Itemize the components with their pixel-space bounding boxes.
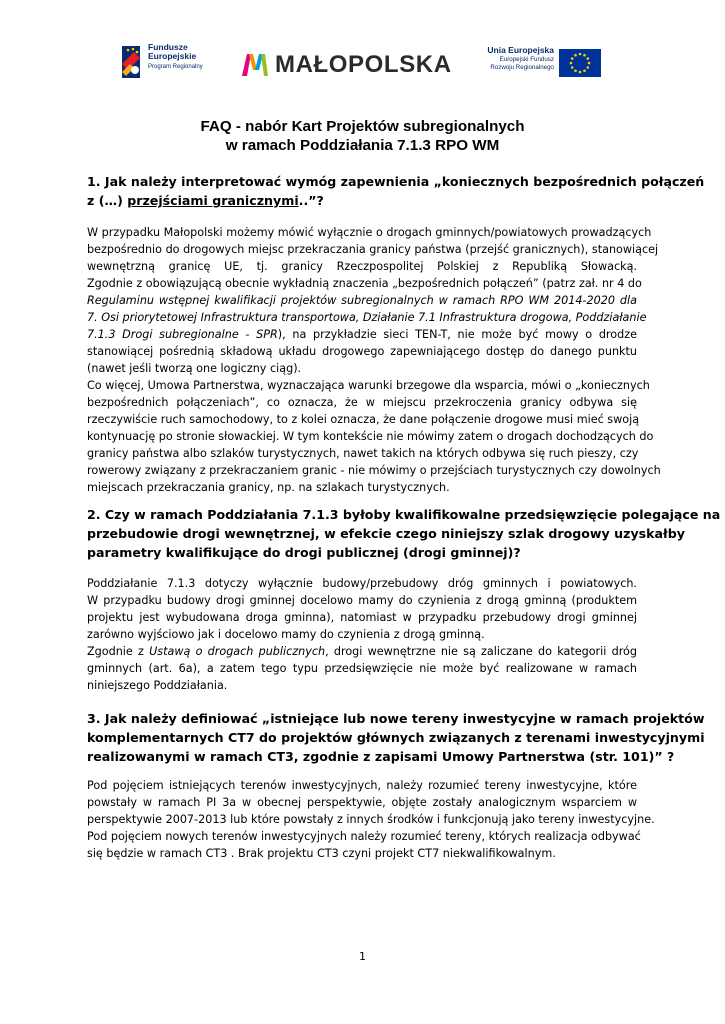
a3-line: powstały w ramach PI 3a w obecnej perspektywie, objęte zostały analogicznym wsparciem w [87,796,637,809]
q1-line1: 1. Jak należy interpretować wymóg zapewnienia „koniecznych bezpośrednich połączeń [87,174,705,189]
a3-line: Pod pojęciem istniejących terenów inwestycyjnych, należy rozumieć tereny inwestycyjne, które [87,779,637,792]
q1-line2-c: ..”? [298,193,324,208]
malopolska-icon [241,50,269,78]
a1-line: bezpośrednich połączeniach”, co oznacza, że w miejscu przekroczenia granicy odbywa się [87,396,637,409]
a3-line: Pod pojęciem nowych terenów inwestycyjnych należy rozumieć tereny, których realizacja odbywać [87,830,641,843]
q1-line2-a: z (…) [87,193,128,208]
a1-line: kontynuację po stronie słowackiej. W tym kontekście nie mówimy zatem o drogach dochodzących do [87,430,654,443]
malopolska-logo [241,50,451,80]
q1-line2 [87,191,637,210]
a2-line: W przypadku budowy drogi gminnej docelowo mamy do czynienia z drogą gminną (produktem [87,594,637,607]
fe-line3: Program Regionalny [148,64,203,70]
fe-line1: Fundusze [148,42,188,52]
a1-line7-rest: ), na przykładzie sieci TEN-T, nie może być mowy o drodze [277,328,637,341]
a1-line7 [87,326,637,343]
eu-line3: Rozwoju Regionalnego [490,64,554,71]
a1-italic-line: 7. Osi priorytetowej Infrastruktura transportowa, Działanie 7.1 Infrastruktura drogowa, Poddziałanie [87,311,647,324]
a3-line: się będzie w ramach CT3 . Brak projektu CT3 czyni projekt CT7 niekwalifikowalnym. [87,847,556,860]
q2-line: przebudowie drogi wewnętrznej, w efekcie czego niniejszy szlak drogowy uzyskałby [87,526,685,541]
a3-line: perspektywie 2007-2013 lub które powstały z innych środków i funkcjonują jako tereny inwestycyjne. [87,813,655,826]
a1-line7-italic: 7.1.3 Drogi subregionalne - SPR [87,328,278,341]
a1-line: rowerowy związany z przekraczaniem granic - nie mówimy o przejściach turystycznych czy dowolnych [87,464,661,477]
fundusze-europejskie-icon [120,42,144,82]
a2-line5-italic: Ustawą o drogach publicznych [149,645,326,658]
eu-line1: Unia Europejska [487,45,554,55]
a1-line: (nawet jeśli tworzą one logiczny ciąg). [87,362,302,375]
a1-line: wewnętrzną granicę UE, tj. granicy Rzeczpospolitej Polskiej z Republiką Słowacką. [87,260,637,273]
document-title [0,117,725,155]
a2-line: niniejszego Poddziałania. [87,679,228,692]
title-line2: w ramach Poddziałania 7.1.3 RPO WM [225,137,500,154]
page-number: 1 [359,950,366,963]
question-3 [87,709,705,766]
a2-line5-rest: , drogi wewnętrzne nie są zaliczane do kategorii dróg [325,645,637,658]
a1-line: Zgodnie z obowiązującą obecnie wykładnią znaczenia „bezpośrednich połączeń” (patrz zał. nr 4 do [87,277,642,290]
unia-europejska-logo [478,46,603,86]
a2-line5 [87,643,637,660]
a2-line: projektu jest wybudowana droga gminna), natomiast w przypadku przebudowy drogi gminnej [87,611,637,624]
a2-line: gminnych (art. 6a), a zatem tego typu przedsięwzięcie nie może być realizowane w ramach [87,662,637,675]
question-1 [87,172,705,210]
a2-line: Poddziałanie 7.1.3 dotyczy wyłącznie budowy/przebudowy dróg gminnych i powiatowych. [87,577,637,590]
eu-flag-icon [559,49,601,77]
q1-underlined-text: przejściami granicznymi [127,193,299,208]
a1-line: W przypadku Małopolski możemy mówić wyłącznie o drogach gminnych/powiatowych prowadzących [87,226,652,239]
answer-3 [87,777,655,862]
eu-line2: Europejski Fundusz [499,56,554,63]
q3-line: realizowanymi w ramach CT3, zgodnie z zapisami Umowy Partnerstwa (str. 101)” ? [87,749,675,764]
a2-line5-a: Zgodnie z [87,645,150,658]
answer-2 [87,575,637,694]
a1-line: rzeczywiście ruch samochodowy, to z kolei oznacza, że dane połączenie drogowe musi mieć swoją [87,413,640,426]
q3-line: 3. Jak należy definiować „istniejące lub nowe tereny inwestycyjne w ramach projektów [87,711,705,726]
q2-line: 2. Czy w ramach Poddziałania 7.1.3 byłoby kwalifikowalne przedsięwzięcie polegające na [87,507,721,522]
q2-line: parametry kwalifikujące do drogi publicznej (drogi gminnej)? [87,545,521,560]
title-line1: FAQ - nabór Kart Projektów subregionalnych [200,118,525,135]
a1-line: miejscach przekraczania granicy, np. na szlakach turystycznych. [87,481,450,494]
question-2 [87,505,721,562]
a1-line: Co więcej, Umowa Partnerstwa, wyznaczająca warunki brzegowe dla wsparcia, mówi o „koniecznych [87,379,650,392]
logo-bar [0,38,725,88]
a1-line: granicy państwa albo szlaków turystycznych, nawet takich na których odbywa się ruch pieszy, czy [87,447,639,460]
a1-line: stanowiącej pośrednią składową układu drogowego zapewniającego dostęp do danego punktu [87,345,637,358]
a2-line: zarówno wyjściowo jak i docelowo mamy do czynienia z drogą gminną. [87,628,485,641]
q3-line: komplementarnych CT7 do projektów głównych związanych z terenami inwestycyjnymi [87,730,705,745]
a1-italic-line: Regulaminu wstępnej kwalifikacji projektów subregionalnych w ramach RPO WM 2014-2020 dla [87,294,637,307]
malopolska-wordmark: MAŁOPOLSKA [275,51,452,78]
answer-1 [87,224,661,496]
fundusze-europejskie-logo [120,42,232,86]
fe-line2: Europejskie [148,51,197,61]
a1-line: bezpośrednio do drogowych miejsc przekraczania granicy państwa (przejść granicznych), stanowiącej [87,243,659,256]
